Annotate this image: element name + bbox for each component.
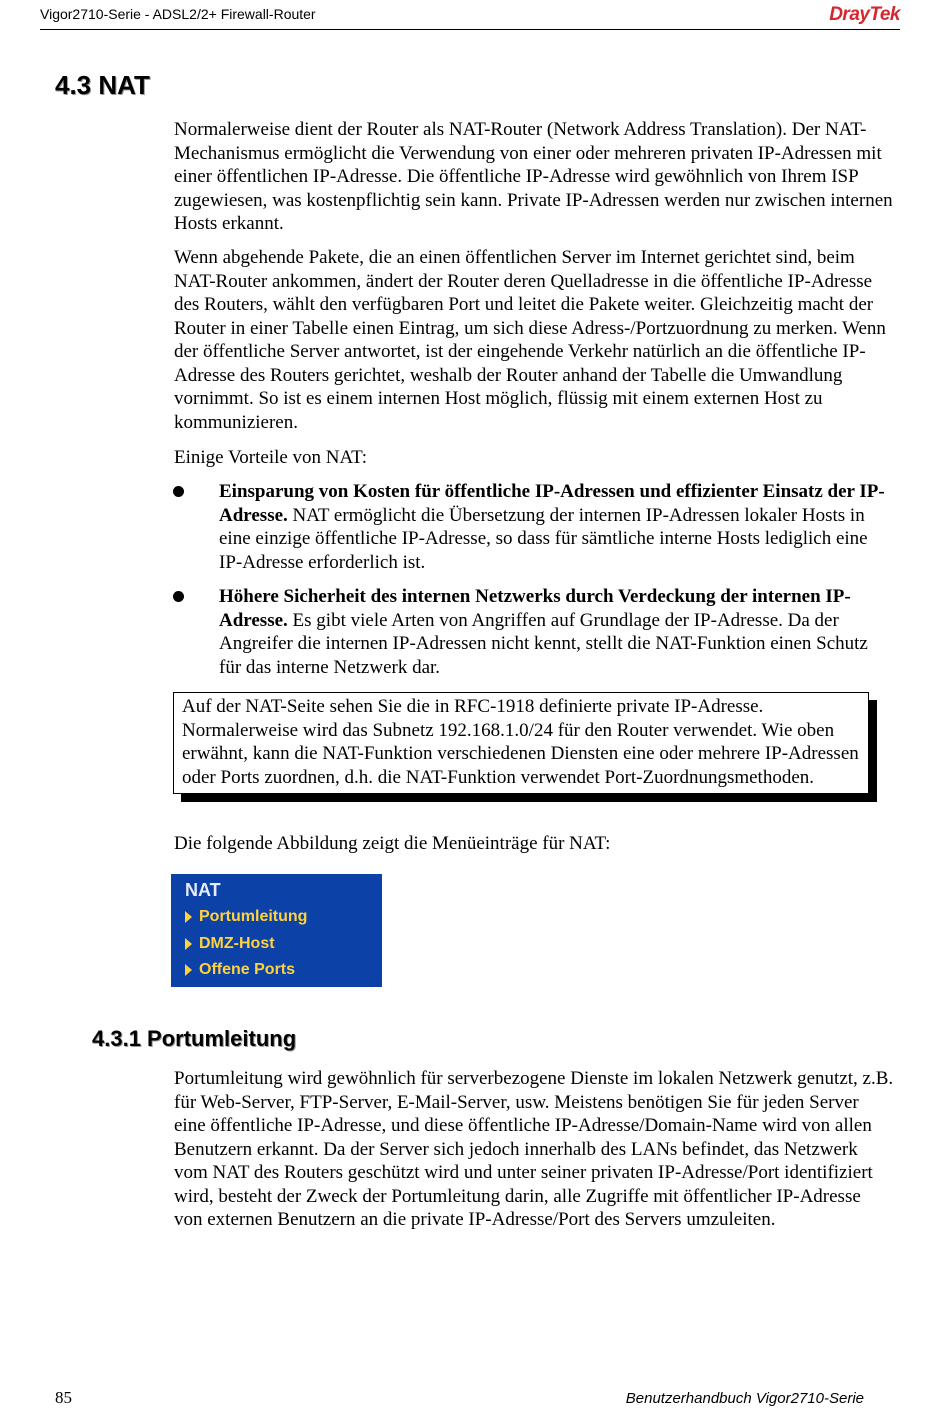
menu-item-label: DMZ-Host — [199, 935, 275, 952]
section-title: 4.3 NAT — [55, 70, 150, 100]
header-title: Vigor2710-Serie - ADSL2/2+ Firewall-Router — [40, 6, 316, 22]
menu-item-label: Offene Ports — [199, 961, 296, 978]
advantages-list — [174, 480, 894, 690]
bullet-text: Es gibt viele Arten von Angriffen auf Grundlage der IP-Adresse. Da der Angreifer die internen IP-Adressen nicht kennt, stellt die NAT-Funktion einen Schutz für das interne Netzwerk dar. — [219, 609, 868, 678]
bullet-text: NAT ermöglicht die Übersetzung der internen IP-Adressen lokaler Hosts in eine einzige öffentliche IP-Adresse, so dass für sämtliche interne Hosts lediglich eine IP-Adresse erforderlich ist. — [219, 504, 868, 573]
page-header — [40, 4, 900, 26]
paragraph-portumleitung: Portumleitung wird gewöhnlich für serverbezogene Dienste im lokalen Netzwerk genutzt, z.B. für Web-Server, FTP-Server, E-Mail-Server, usw. Meistens benötigen Sie für jeden Server eine öffentliche IP-Adresse, und diese öffentliche IP-Adresse/Domain-Name wird von allen Benutzern erkannt. Da der Server sich jedoch innerhalb des LANs befindet, das Netzwerk vom NAT des Routers geschützt wird und unter seiner privaten IP-Adresse/Port identifiziert wird, besteht der Zweck der Portumleitung darin, alle Zugriffe mit öffentlicher IP-Adresse von externen Benutzern an die private IP-Adresse/Port des Servers umzuleiten. — [174, 1068, 894, 1230]
subsection-title: 4.3.1 Portumleitung — [92, 1026, 297, 1051]
paragraph-intro: Normalerweise dient der Router als NAT-Router (Network Address Translation). Der NAT-Mechanismus ermöglicht die Verwendung von einer oder mehreren privaten IP-Adressen mit einer öffentlichen IP-Adresse. Die öffentliche IP-Adresse wird gewöhnlich von Ihrem ISP zugewiesen, was kostenpflichtig sein kann. Private IP-Adressen werden nur zwischen internen Hosts erkannt. — [174, 119, 893, 234]
header-divider — [40, 29, 900, 30]
arrow-right-icon — [185, 938, 192, 950]
menu-item-portumleitung[interactable] — [185, 908, 307, 926]
bullet-bold-text: Höhere Sicherheit des internen Netzwerks durch Verdeckung der internen IP-Adresse. — [219, 586, 851, 631]
arrow-right-icon — [185, 964, 192, 976]
bullet-bold-text: Einsparung von Kosten für öffentliche IP-Adressen und effizienter Einsatz der IP-Adresse. — [219, 481, 885, 526]
list-item — [174, 480, 894, 574]
note-box: Auf der NAT-Seite sehen Sie die in RFC-1918 definierte private IP-Adresse. Normalerweise wird das Subnetz 192.168.1.0/24 für den Router verwendet. Wie oben erwähnt, kann die NAT-Funktion verschiedenen Diensten eine oder mehrere IP-Adressen oder Ports zuordnen, d.h. die NAT-Funktion verwendet Port-Zuordnungsmethoden. — [173, 692, 869, 794]
draytek-logo: DrayTek — [829, 4, 900, 25]
arrow-right-icon — [185, 911, 192, 923]
menu-item-offene-ports[interactable] — [185, 961, 295, 979]
menu-title: NAT — [185, 880, 221, 900]
list-item — [174, 585, 894, 679]
paragraph-menu-intro: Die folgende Abbildung zeigt die Menüeinträge für NAT: — [174, 833, 611, 854]
bullet-icon — [173, 486, 184, 497]
menu-item-dmz-host[interactable] — [185, 935, 275, 953]
paragraph-advantages-intro: Einige Vorteile von NAT: — [174, 447, 368, 468]
menu-item-label: Portumleitung — [199, 908, 308, 925]
paragraph-packets: Wenn abgehende Pakete, die an einen öffentlichen Server im Internet gerichtet sind, beim NAT-Router ankommen, ändert der Router deren Quelladresse in die öffentliche IP-Adresse des Routers, wählt den verfügbaren Port und leitet die Pakete weiter. Gleichzeitig macht der Router in einer Tabelle einen Eintrag, um sich diese Adress-/Portzuordnung zu merken. Wenn der öffentliche Server antwortet, ist der eingehende Verkehr natürlich an die öffentliche IP-Adresse des Routers gerichtet, weshalb der Router anhand der Tabelle die Umwandlung vornimmt. So ist es einem internen Host möglich, flüssig mit einem externen Host zu kommunizieren. — [174, 247, 886, 433]
footer-manual-title: Benutzerhandbuch Vigor2710-Serie — [625, 1390, 864, 1407]
page-number: 85 — [55, 1388, 72, 1407]
nat-menu-screenshot — [171, 874, 382, 987]
bullet-icon — [173, 591, 184, 602]
